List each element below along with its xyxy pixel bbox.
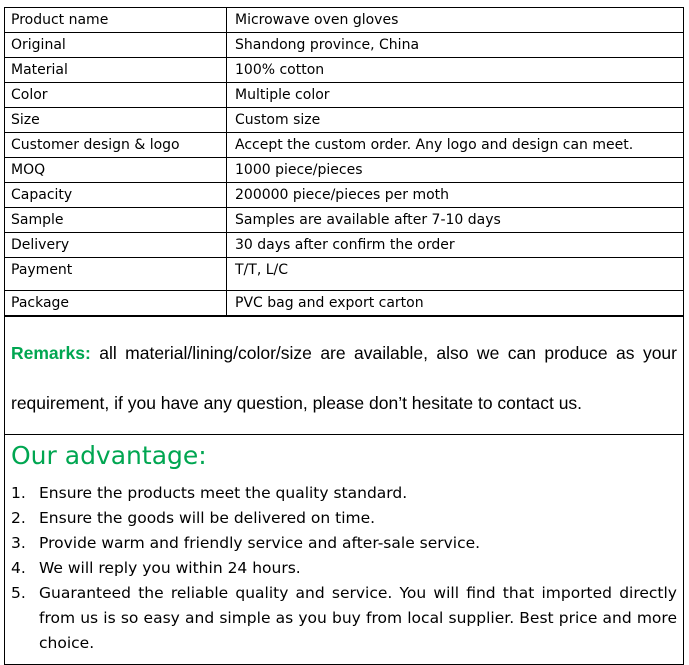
- spec-label: Size: [5, 108, 227, 133]
- table-row: [5, 33, 683, 58]
- spec-value: 1000 piece/pieces: [227, 158, 684, 183]
- spec-label: Payment: [5, 258, 227, 291]
- remarks-text: all material/lining/color/size are available, also we can produce as your requirement, if you have any question, please don’t hesitate to contact us.: [11, 343, 677, 413]
- list-item-number: 1.: [11, 484, 26, 502]
- table-row: [5, 133, 683, 158]
- spec-label: Product name: [5, 8, 227, 33]
- remarks-label: Remarks:: [11, 343, 91, 363]
- advantage-list: [11, 481, 677, 656]
- list-item-number: 5.: [11, 584, 26, 602]
- list-item: [11, 531, 677, 556]
- product-spec-sheet: [4, 7, 684, 665]
- advantage-title: Our advantage:: [11, 441, 207, 470]
- list-item: [11, 581, 677, 656]
- list-item-text: Guaranteed the reliable quality and service. You will find that imported directly from us is so easy and simple as you buy from local supplier. Best price and more choice.: [39, 584, 677, 652]
- list-item: [11, 481, 677, 506]
- table-row: [5, 291, 683, 316]
- spec-label: Customer design & logo: [5, 133, 227, 158]
- table-row: [5, 158, 683, 183]
- spec-value: 200000 piece/pieces per moth: [227, 183, 684, 208]
- table-row: [5, 8, 683, 33]
- advantage-section: [5, 434, 683, 664]
- table-row: [5, 108, 683, 133]
- table-row: [5, 208, 683, 233]
- list-item-text: Ensure the products meet the quality standard.: [39, 484, 408, 502]
- spec-value: T/T, L/C: [227, 258, 684, 291]
- spec-value: 30 days after confirm the order: [227, 233, 684, 258]
- table-row: [5, 258, 683, 291]
- spec-label: Color: [5, 83, 227, 108]
- list-item-number: 2.: [11, 509, 26, 527]
- spec-value: Shandong province, China: [227, 33, 684, 58]
- spec-label: MOQ: [5, 158, 227, 183]
- spec-label: Original: [5, 33, 227, 58]
- table-row: [5, 83, 683, 108]
- spec-table: [5, 8, 683, 316]
- list-item-number: 3.: [11, 534, 26, 552]
- list-item-number: 4.: [11, 559, 26, 577]
- table-row: [5, 58, 683, 83]
- spec-value: Samples are available after 7-10 days: [227, 208, 684, 233]
- spec-value: PVC bag and export carton: [227, 291, 684, 316]
- list-item-text: We will reply you within 24 hours.: [39, 559, 301, 577]
- list-item: [11, 506, 677, 531]
- list-item: [11, 556, 677, 581]
- remarks-section: [5, 316, 683, 434]
- list-item-text: Ensure the goods will be delivered on time.: [39, 509, 376, 527]
- spec-label: Material: [5, 58, 227, 83]
- table-row: [5, 183, 683, 208]
- table-row: [5, 233, 683, 258]
- spec-value: Multiple color: [227, 83, 684, 108]
- list-item-text: Provide warm and friendly service and after-sale service.: [39, 534, 481, 552]
- spec-label: Sample: [5, 208, 227, 233]
- spec-value: 100% cotton: [227, 58, 684, 83]
- spec-label: Package: [5, 291, 227, 316]
- spec-value: Microwave oven gloves: [227, 8, 684, 33]
- spec-value: Accept the custom order. Any logo and design can meet.: [227, 133, 684, 158]
- spec-label: Capacity: [5, 183, 227, 208]
- spec-label: Delivery: [5, 233, 227, 258]
- spec-value: Custom size: [227, 108, 684, 133]
